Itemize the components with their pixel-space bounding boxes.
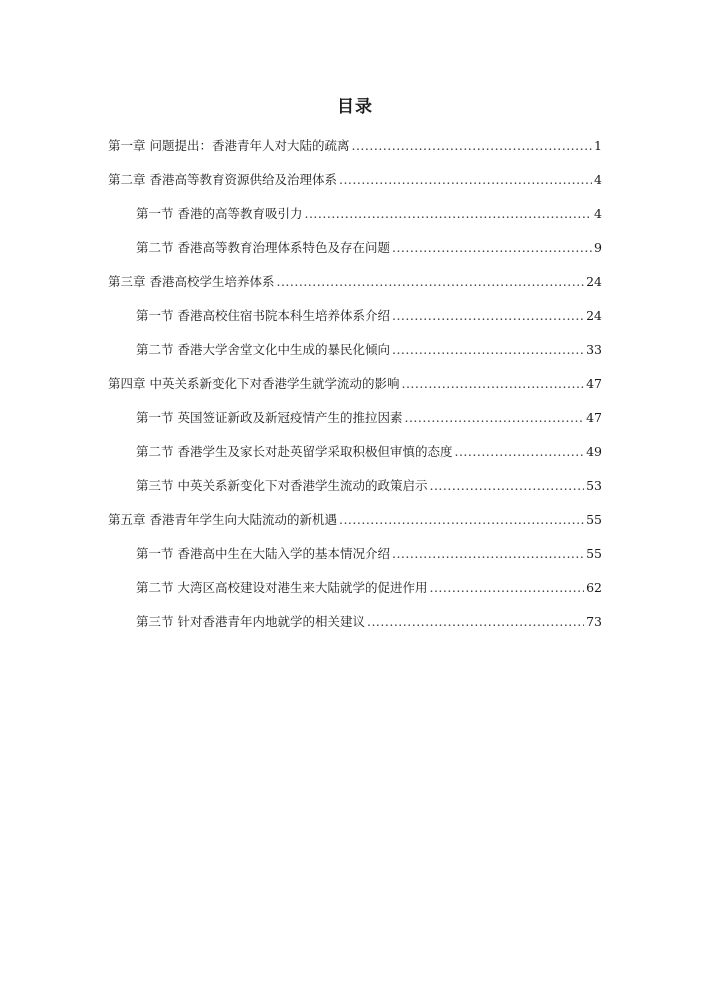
- toc-entry-label: 第三节 针对香港青年内地就学的相关建议: [136, 614, 365, 629]
- toc-entry-chapter-4[interactable]: [108, 376, 602, 392]
- toc-entry-label: 第三章 香港高校学生培养体系: [108, 274, 275, 289]
- toc-entry-page: 4: [594, 172, 602, 187]
- dot-leader: [429, 478, 584, 494]
- toc-entry-label: 第一章 问题提出：香港青年人对大陆的疏离: [108, 138, 350, 153]
- toc-entry-page: 47: [586, 376, 602, 391]
- dot-leader: [392, 342, 584, 358]
- toc-entry-page: 55: [586, 512, 602, 527]
- toc-entry-section-5-1[interactable]: [136, 546, 602, 562]
- toc-entry-label: 第一节 香港高中生在大陆入学的基本情况介绍: [136, 546, 390, 561]
- toc-entry-label: 第三节 中英关系新变化下对香港学生流动的政策启示: [136, 478, 428, 493]
- toc-entry-section-2-1[interactable]: [136, 206, 602, 222]
- dot-leader: [339, 172, 592, 188]
- dot-leader: [351, 138, 592, 154]
- dot-leader: [276, 274, 584, 290]
- toc-entry-section-5-2[interactable]: [136, 580, 602, 596]
- toc-entry-section-5-3[interactable]: [136, 614, 602, 630]
- dot-leader: [429, 580, 584, 596]
- toc-entry-label: 第二节 香港高等教育治理体系特色及存在问题: [136, 240, 390, 255]
- toc-entry-label: 第二节 香港学生及家长对赴英留学采取积极但审慎的态度: [136, 444, 453, 459]
- toc-entry-chapter-2[interactable]: [108, 172, 602, 188]
- toc-entry-page: 9: [594, 240, 602, 255]
- toc-entry-page: 73: [586, 614, 602, 629]
- toc-entry-label: 第一节 英国签证新政及新冠疫情产生的推拉因素: [136, 410, 403, 425]
- toc-entry-page: 62: [586, 580, 602, 595]
- toc-entry-label: 第五章 香港青年学生向大陆流动的新机遇: [108, 512, 337, 527]
- toc-entry-page: 47: [586, 410, 602, 425]
- dot-leader: [339, 512, 584, 528]
- toc-entry-page: 1: [594, 138, 602, 153]
- toc-entry-chapter-5[interactable]: [108, 512, 602, 528]
- dot-leader: [392, 308, 584, 324]
- toc-entry-section-4-2[interactable]: [136, 444, 602, 460]
- toc-entry-page: 24: [586, 308, 602, 323]
- toc-entry-page: 49: [586, 444, 602, 459]
- toc-entry-label: 第一节 香港高校住宿书院本科生培养体系介绍: [136, 308, 390, 323]
- toc-entry-section-2-2[interactable]: [136, 240, 602, 256]
- dot-leader: [454, 444, 584, 460]
- dot-leader: [392, 240, 592, 256]
- toc-entry-section-4-3[interactable]: [136, 478, 602, 494]
- toc-entry-label: 第二章 香港高等教育资源供给及治理体系: [108, 172, 337, 187]
- toc-entry-label: 第二节 香港大学舍堂文化中生成的暴民化倾向: [136, 342, 390, 357]
- toc-entry-section-4-1[interactable]: [136, 410, 602, 426]
- toc-entry-label: 第一节 香港的高等教育吸引力: [136, 206, 303, 221]
- toc-entry-page: 24: [586, 274, 602, 289]
- toc-entry-label: 第四章 中英关系新变化下对香港学生就学流动的影响: [108, 376, 400, 391]
- dot-leader: [304, 206, 592, 222]
- toc-entry-page: 4: [594, 206, 602, 221]
- toc-entry-chapter-1[interactable]: [108, 138, 602, 154]
- dot-leader: [401, 376, 584, 392]
- dot-leader: [392, 546, 584, 562]
- toc-entry-chapter-3[interactable]: [108, 274, 602, 290]
- toc-entry-page: 53: [586, 478, 602, 493]
- toc-entry-section-3-2[interactable]: [136, 342, 602, 358]
- dot-leader: [404, 410, 584, 426]
- toc-entry-section-3-1[interactable]: [136, 308, 602, 324]
- toc-entry-page: 33: [586, 342, 602, 357]
- dot-leader: [367, 614, 584, 630]
- toc-entry-page: 55: [586, 546, 602, 561]
- toc-title: 目录: [337, 97, 373, 117]
- toc-entry-label: 第二节 大湾区高校建设对港生来大陆就学的促进作用: [136, 580, 428, 595]
